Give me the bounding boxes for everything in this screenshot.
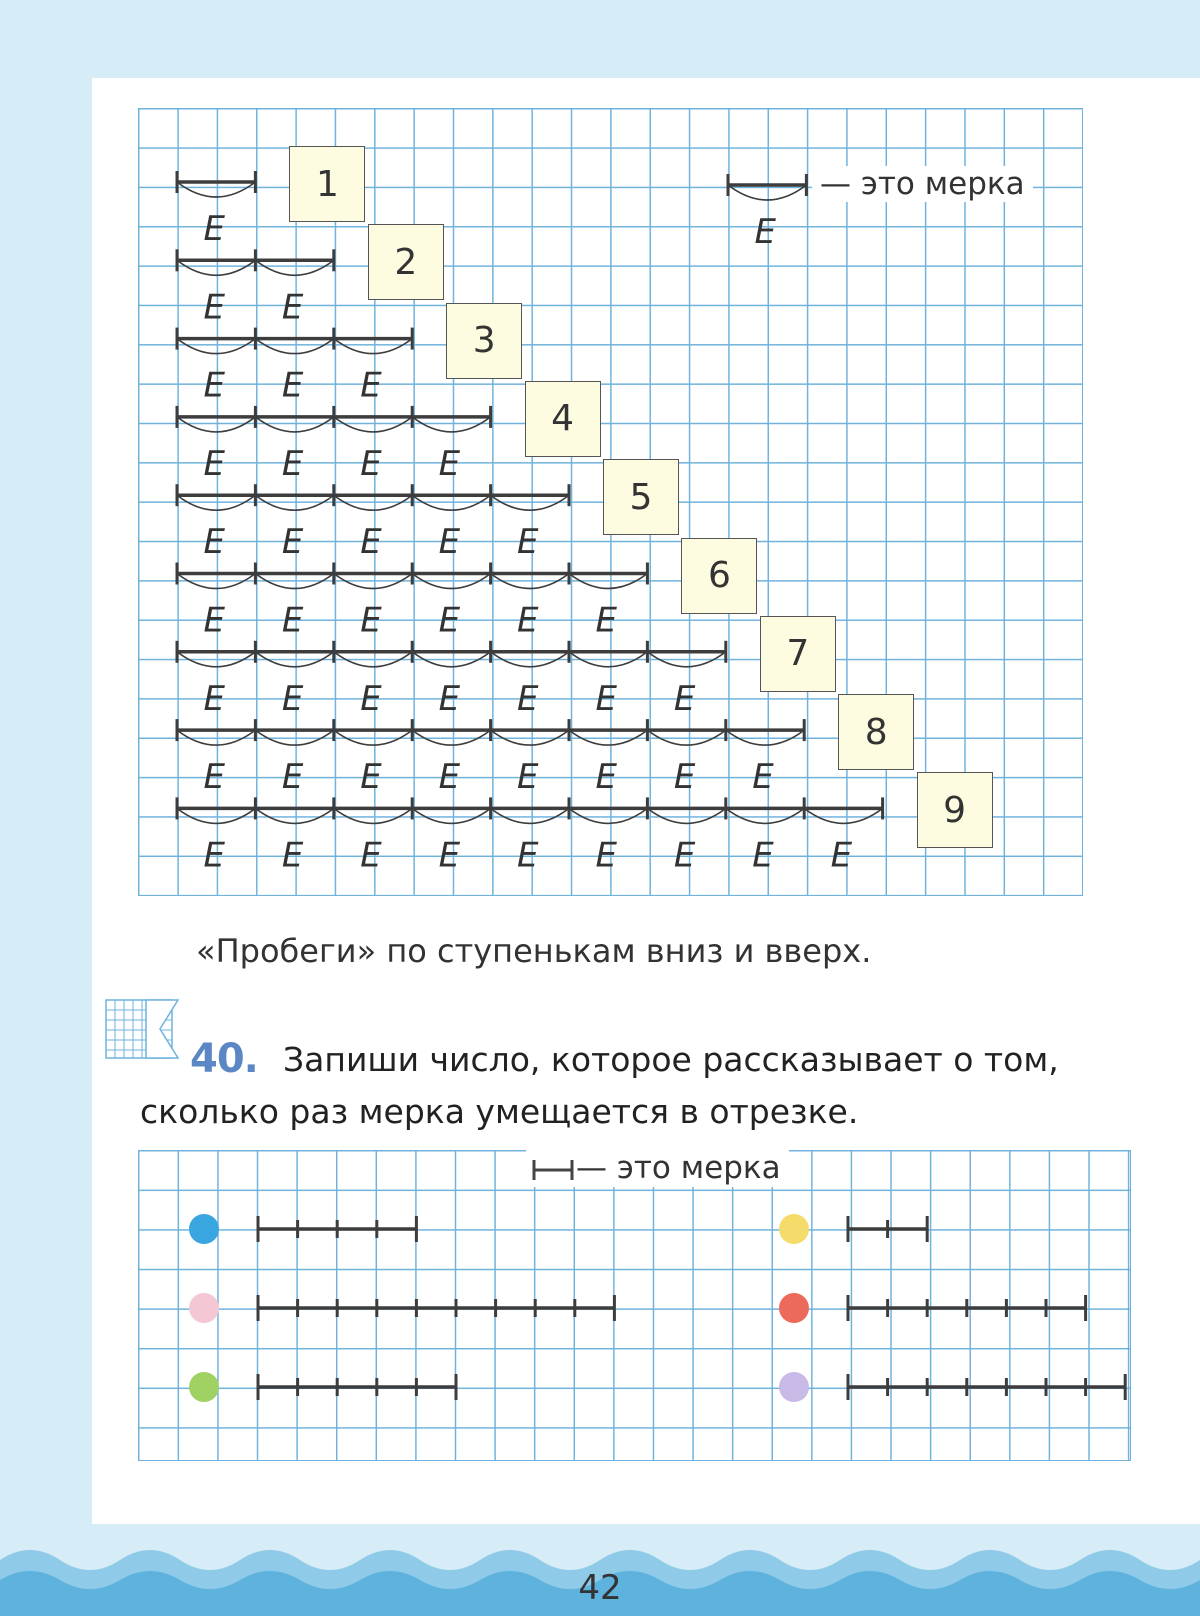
color-dot [189, 1293, 219, 1323]
measure-letter: Е [517, 600, 539, 641]
measure-letter: Е [595, 835, 617, 876]
step-2: 2 [368, 224, 444, 300]
measure-letter: Е [203, 522, 225, 563]
measure-letter: Е [281, 678, 304, 719]
measure-letter: Е [360, 835, 382, 876]
measure-legend-text: — это мерка [812, 166, 1033, 202]
measure-letter: Е [281, 757, 304, 798]
measure-letter: Е [203, 835, 225, 876]
measure-letter: Е [360, 443, 382, 484]
measure-letter: Е [203, 600, 225, 641]
color-dot [189, 1214, 219, 1244]
step-8: 8 [838, 694, 914, 770]
measure-letter: Е [517, 835, 539, 876]
measure-letter: Е [203, 287, 225, 328]
task-text-line2: сколько раз мерка умещается в отрезке. [140, 1092, 859, 1131]
measure-letter: Е [203, 365, 225, 406]
measure-letter: Е [517, 522, 539, 563]
segment-5 [779, 1293, 1086, 1323]
segment-4 [779, 1214, 927, 1244]
measure-letter: Е [438, 443, 461, 484]
measure-letter: Е [438, 522, 461, 563]
measure-letter: Е [203, 678, 225, 719]
caption: «Пробеги» по ступенькам вниз и вверх. [196, 932, 872, 970]
segment-6 [779, 1372, 1125, 1402]
measure-letter: Е [281, 287, 304, 328]
measure-letter: Е [595, 678, 617, 719]
measure-letter: Е [360, 757, 382, 798]
measure-letter: Е [673, 757, 696, 798]
page-number: 42 [578, 1568, 622, 1608]
segment-3 [189, 1372, 456, 1402]
measure-letter: Е [360, 600, 382, 641]
step-4: 4 [525, 381, 601, 457]
measure-letter: Е [752, 835, 774, 876]
measure-letter: Е [595, 600, 617, 641]
measure-letter: Е [438, 835, 461, 876]
measure-letter: Е [281, 443, 304, 484]
measure-letter: Е [517, 757, 539, 798]
task-number: 40. [190, 1036, 258, 1082]
step-6: 6 [681, 538, 757, 614]
measure-letter: Е [281, 600, 304, 641]
measure-letter: Е [754, 212, 776, 252]
step-5: 5 [603, 459, 679, 535]
measure-letter: Е [360, 365, 382, 406]
measure-letter: Е [438, 757, 461, 798]
step-1: 1 [289, 146, 365, 222]
measure-letter: Е [673, 678, 696, 719]
measure-letter: Е [281, 365, 304, 406]
measure-letter: Е [203, 443, 225, 484]
step-9: 9 [917, 772, 993, 848]
measure-letter: Е [360, 522, 382, 563]
color-dot [189, 1372, 219, 1402]
measure-letter: Е [752, 757, 774, 798]
measure-letter: Е [203, 209, 225, 249]
measure-letter: Е [673, 835, 696, 876]
color-dot [779, 1293, 809, 1323]
step-7: 7 [760, 616, 836, 692]
measure-letter: Е [830, 835, 853, 876]
measure-letter: Е [438, 678, 461, 719]
measure-letter: Е [203, 757, 225, 798]
measure-letter: Е [595, 757, 617, 798]
measure-legend-2-text: — это мерка [576, 1150, 781, 1186]
color-dot [779, 1372, 809, 1402]
measure-letter: Е [281, 522, 304, 563]
color-dot [779, 1214, 809, 1244]
segment-2 [189, 1293, 614, 1323]
measure-letter: Е [517, 678, 539, 719]
measure-letter: Е [360, 678, 382, 719]
segment-1 [189, 1214, 416, 1244]
measure-letter: Е [281, 835, 304, 876]
task-text-line1: Запиши число, которое рассказывает о том, [283, 1040, 1059, 1079]
step-3: 3 [446, 303, 522, 379]
measure-letter: Е [438, 600, 461, 641]
